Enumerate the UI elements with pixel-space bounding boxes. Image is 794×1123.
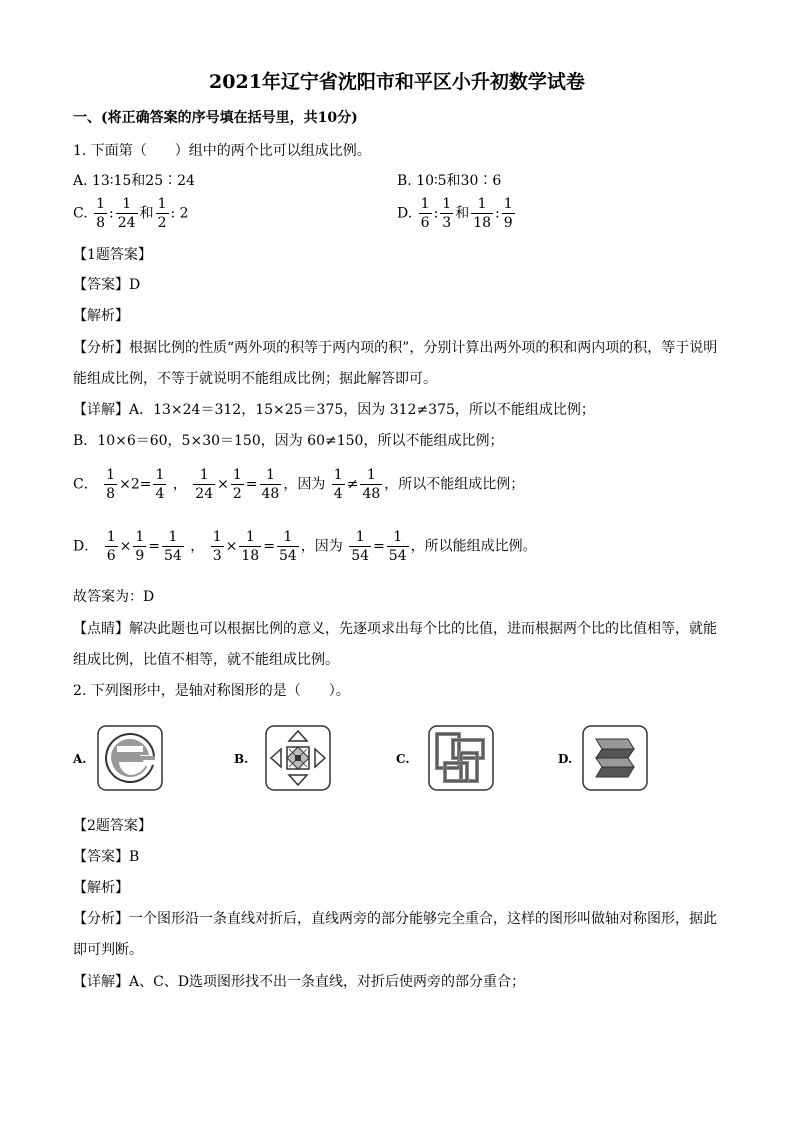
- q1-option-d: D. $\frac{1}{6}$ : $\frac{1}{3}$ 和 $\frac{1}{18}$ : $\frac{1}{9}$: [397, 196, 513, 231]
- figure-a-e-letter: [97, 725, 163, 791]
- q2-analysis-line2: 即可判断。: [73, 942, 143, 958]
- q2-label-b: B.: [234, 752, 249, 766]
- q1-option-b: B. 10∶5和30∶6: [397, 173, 502, 189]
- q1-comment-line1: 【点睛】解决此题也可以根据比例的意义，先逐项求出每个比的比值，进而根据两个比的比值相等，就能: [73, 621, 717, 637]
- q1-analysis-line1: 【分析】根据比例的性质“两外项的积等于两内项的积”，分别计算出两外项的积和两内项的积，等于说明: [73, 340, 718, 356]
- section-heading: 一、(将正确答案的序号填在括号里，共10分): [73, 110, 358, 126]
- q1-option-c: C. $\frac{1}{8}$ : $\frac{1}{24}$ 和 $\frac{1}{2}$ : 2: [73, 196, 189, 231]
- q1-detail-d: D． $\frac{1}{6}$ × $\frac{1}{9}$ = $\frac{1}{54}$ ， $\frac{1}{3}$ × $\frac{1}{18}$ = $\frac{1}{54}$ ，因为 $\frac{1}{54}$ = $\frac{1}{54}$ ，所以能组成比例。: [73, 529, 537, 564]
- q1-detail-d-conclusion: ，所以能组成比例。: [410, 538, 537, 555]
- fraction: $\frac{1}{9}$: [503, 196, 513, 231]
- q1-detail-c-because: ，因为: [283, 476, 326, 493]
- q1-answer-header: 【1题答案】: [73, 247, 152, 263]
- q2-analysis-header: 【解析】: [73, 880, 129, 896]
- q1-detail-d-because: ，因为: [300, 538, 343, 555]
- fraction: $\frac{1}{24}$: [117, 196, 136, 231]
- q1-comment-line2: 组成比例，比值不相等，就不能组成比例。: [73, 652, 339, 668]
- q1-final-answer: 故答案为：D: [73, 589, 155, 605]
- figure-c-knot: [428, 725, 494, 791]
- fraction: $\frac{1}{2}$: [157, 196, 167, 231]
- q2-detail: 【详解】A、C、D选项图形找不出一条直线，对折后使两旁的部分重合；: [73, 974, 526, 990]
- q1-option-d-label: D.: [397, 205, 413, 222]
- q1-analysis-line2: 能组成比例，不等于就说明不能组成比例；据此解答即可。: [73, 371, 437, 387]
- q2-stem: 2. 下列图形中，是轴对称图形的是（ ）。: [73, 683, 350, 699]
- q2-answer: 【答案】B: [73, 849, 140, 865]
- q1-analysis-header: 【解析】: [73, 308, 129, 324]
- q1-detail-a: 【详解】A．13×24＝312，15×25＝375，因为 312≠375，所以不能组成比例；: [73, 402, 595, 418]
- q1-detail-c-conclusion: ，所以不能组成比例；: [384, 476, 525, 493]
- q1-detail-d-label: D．: [73, 538, 99, 555]
- q2-label-d: D.: [558, 752, 573, 766]
- figure-b-symmetric: [265, 725, 331, 791]
- fraction: $\frac{1}{3}$: [442, 196, 452, 231]
- q1-option-a: A. 13∶15和25∶24: [73, 173, 195, 189]
- q2-label-c: C.: [396, 752, 410, 766]
- q1-option-c-label: C.: [73, 205, 88, 222]
- q2-label-a: A.: [73, 752, 87, 766]
- q2-analysis-line1: 【分析】一个图形沿一条直线对折后，直线两旁的部分能够完全重合，这样的图形叫做轴对称图形，据此: [73, 911, 717, 927]
- figure-d-zigzag: [582, 725, 648, 791]
- q1-detail-c: C． $\frac{1}{8}$ ×2= $\frac{1}{4}$ ， $\frac{1}{24}$ × $\frac{1}{2}$ = $\frac{1}{48}$ ，因为 $\frac{1}{4}$ ≠ $\frac{1}{48}$ ，所以不能组成比例；: [73, 467, 525, 502]
- fraction: $\frac{1}{6}$: [420, 196, 430, 231]
- page-title: 2021年辽宁省沈阳市和平区小升初数学试卷: [209, 71, 585, 93]
- q1-answer: 【答案】D: [73, 277, 141, 293]
- q1-detail-c-label: C．: [73, 476, 98, 493]
- q2-answer-header: 【2题答案】: [73, 818, 152, 834]
- q1-stem: 1. 下面第（ ）组中的两个比可以组成比例。: [73, 143, 371, 159]
- fraction: $\frac{1}{18}$: [473, 196, 492, 231]
- fraction: $\frac{1}{8}$: [96, 196, 106, 231]
- q1-detail-b: B．10×6＝60，5×30＝150，因为 60≠150，所以不能组成比例；: [73, 433, 504, 449]
